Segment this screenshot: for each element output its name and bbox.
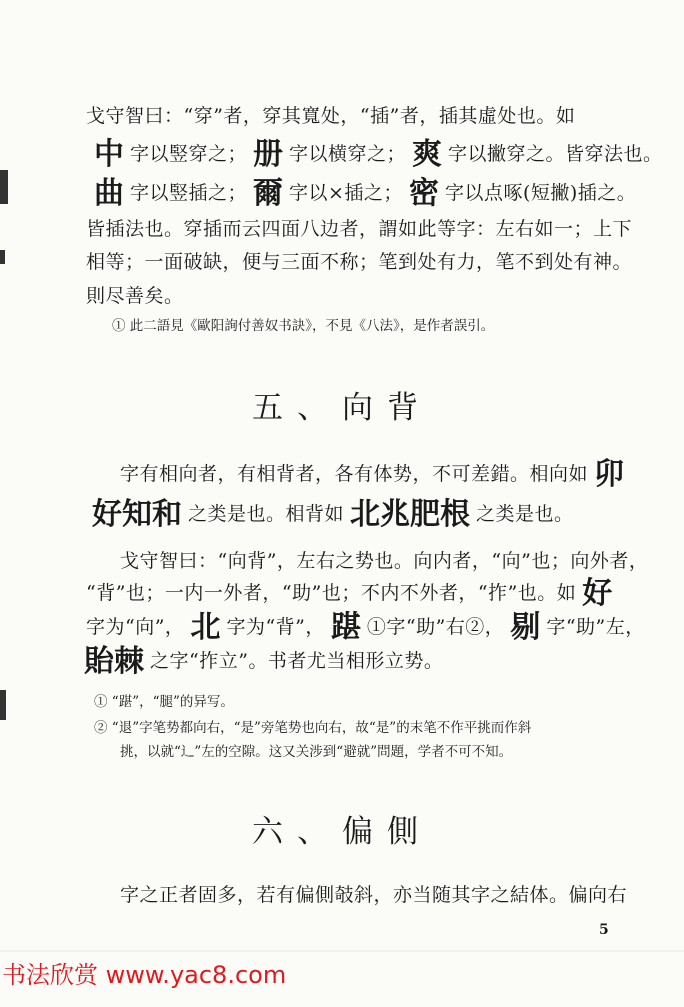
section-heading-6: 六、偏側: [252, 814, 432, 850]
example-char: 北: [190, 610, 221, 645]
scan-edge-mark: [0, 250, 5, 264]
example-char: 密: [408, 176, 439, 211]
paragraph-3-line-2: [86, 576, 644, 611]
footnote-3-line-1: ② “退”字笔势都向右，“是”旁笔势也向右，故“是”的末笔不作平挑而作斜: [94, 720, 532, 736]
paragraph-1-line-1: 戈守智曰：“穿”者，穿其寬处，“插”者，插其虛处也。如: [86, 105, 576, 127]
text-run: 字以点啄(短撇)插之。: [444, 182, 637, 204]
text-run: 字为“背”，: [226, 616, 325, 638]
paragraph-1-line-4: 皆插法也。穿插而云四面八边者，謂如此等字：左右如一；上下: [86, 218, 633, 240]
example-char: 剔: [510, 610, 541, 645]
paragraph-3-line-3: [86, 610, 645, 645]
example-char: 爾: [253, 176, 284, 211]
page-number: 5: [599, 922, 609, 938]
example-char: 卯: [594, 457, 625, 492]
paragraph-3-line-1: 戈守智曰：“向背”，左右之势也。向内者，“向”也；向外者，: [120, 550, 649, 572]
text-run: 之类是也。: [476, 503, 574, 525]
example-chars: 北兆肥根: [350, 497, 471, 532]
text-run: 字以撇穿之。皆穿法也。: [448, 143, 663, 165]
text-run: 之类是也。相背如: [188, 503, 345, 525]
example-char: 好: [582, 576, 613, 611]
paragraph-1-line-3: [88, 176, 644, 211]
paragraph-1-line-6: 則尽善矣。: [86, 285, 184, 307]
paragraph-4-line-1: 字之正者固多，若有偏側攲斜，亦当随其字之結体。偏向右: [120, 884, 628, 906]
text-run: 之字“拃立”。书者尤当相形立势。: [150, 650, 444, 672]
paragraph-3-line-4: [78, 644, 644, 679]
paragraph-1-line-5: 相等；一面破缺，便与三面不称；笔到处有力，笔不到处有神。: [86, 251, 633, 273]
scan-edge-mark: [0, 170, 8, 204]
example-char: 曲: [94, 176, 124, 211]
text-run: 字以×插之；: [289, 182, 403, 204]
text-run: 字以竪插之；: [130, 182, 248, 204]
example-char: 中: [94, 137, 124, 172]
example-chars: 貽棘: [84, 644, 144, 679]
paragraph-2-line-2: [86, 497, 644, 532]
text-run: ①字“助”右②，: [366, 616, 505, 638]
paragraph-1-line-2: [88, 137, 663, 172]
section-heading-5: 五、向背: [252, 390, 432, 426]
footnote-1: ① 此二語見《歐阳詢付善奴书訣》，不見《八法》，是作者誤引。: [112, 318, 495, 334]
text-run: “背”也；一内一外者，“助”也；不内不外者，“拃”也。如: [86, 582, 577, 604]
text-run: 字有相向者，有相背者，各有体势，不可差錯。相向如: [120, 463, 589, 485]
text-run: 字为“向”，: [86, 616, 185, 638]
text-run: 字“助”左，: [546, 616, 645, 638]
scan-edge-mark: [0, 690, 6, 720]
paragraph-2-line-1: [120, 457, 644, 492]
example-chars: 好知和: [92, 497, 182, 532]
example-char: 踸: [330, 610, 361, 645]
site-watermark: 书法欣赏 www.yac8.com: [2, 961, 287, 989]
footnote-2: ① “踸”，“腿”的异写。: [94, 694, 234, 710]
text-run: 字以横穿之；: [289, 143, 407, 165]
text-run: 字以竪穿之；: [130, 143, 248, 165]
example-char: 爽: [412, 137, 443, 172]
example-char: 册: [253, 137, 284, 172]
footnote-3-line-2: 挑，以就“辶”左的空隙。这又关涉到“避就”問題，学者不可不知。: [120, 744, 513, 760]
